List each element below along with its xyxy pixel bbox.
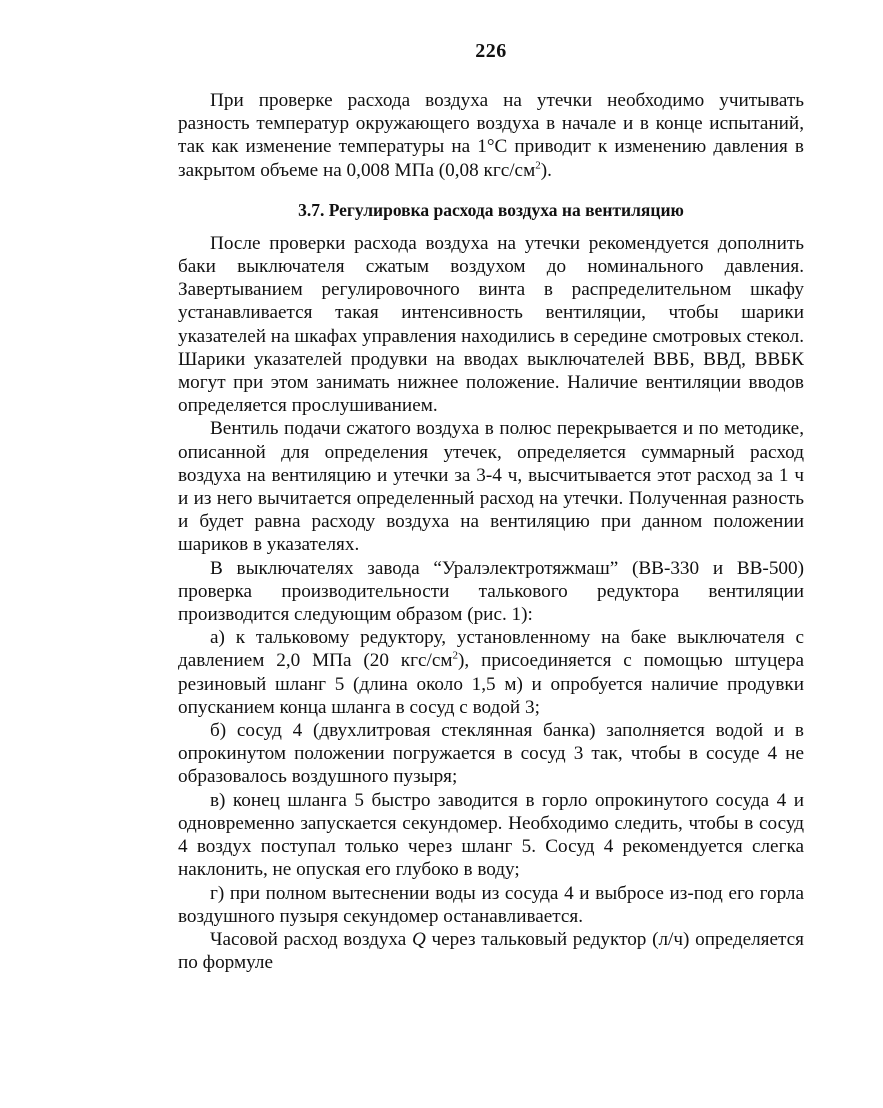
- section-heading: 3.7. Регулировка расхода воздуха на вентиляцию: [298, 199, 684, 220]
- list-item-a-text: а) к тальковому редуктору, установленному на баке выключателя с давлением 2,0 МПа (20 кгс/см: [178, 627, 804, 672]
- list-item-a: [178, 626, 804, 719]
- final-text: Часовой расход воздуха: [210, 928, 412, 950]
- intro-paragraph: [178, 89, 804, 182]
- list-item-v: в) конец шланга 5 быстро заводится в горло опрокинутого сосуда 4 и одновременно запускается секундомер. Необходимо следить, чтобы в сосуд 4 воздух поступал только через шланг 5. Сосуд 4 рекомендуется слегка наклонить, не опуская его глубоко в воду;: [178, 789, 804, 881]
- intro-text-end: ).: [540, 159, 552, 181]
- final-text-end: через тальковый редуктор (л/ч) определяется по формуле: [178, 928, 804, 974]
- paragraph-2: Вентиль подачи сжатого воздуха в полюс перекрывается и по методике, описанной для определения утечек, определяется суммарный расход воздуха на вентиляцию и утечки за 3-4 ч, высчитывается этот расход за 1 ч и из него вычитается определенный расход на утечки. Полученная разность и будет равна расходу воздуха на вентиляцию при данном положении шариков в указателях.: [178, 418, 804, 556]
- final-paragraph: [178, 928, 804, 974]
- list-item-b: б) сосуд 4 (двухлитровая стеклянная банка) заполняется водой и в опрокинутом положении погружается в сосуд 3 так, чтобы в сосуде 4 не образовалось воздушного пузыря;: [178, 720, 804, 788]
- paragraph-1: После проверки расхода воздуха на утечки рекомендуется дополнить баки выключателя сжатым воздухом до номинального давления. Завертыванием регулировочного винта в распределительном шкафу устанавливается такая интенсивность вентиляции, чтобы шарики указателей на шкафах управления находились в середине смотровых стекол. Шарики указателей продувки на вводах выключателей ВВБ, ВВД, ВВБК могут при этом занимать нижнее положение. Наличие вентиляции вводов определяется прослушиванием.: [178, 232, 804, 417]
- formula-variable-q: Q: [411, 928, 426, 950]
- superscript: 2: [535, 159, 541, 172]
- document-page: [178, 40, 804, 974]
- intro-text: При проверке расхода воздуха на утечки необходимо учитывать разность температур окружающего воздуха в начале и в конце испытаний, так как изменение температуры на 1°С приводит к изменению давления в закрытом объеме на 0,008 МПа (0,08 кгс/см: [178, 90, 804, 181]
- paragraph-3: В выключателях завода “Уралэлектротяжмаш” (ВВ-330 и ВВ-500) проверка производительности талькового редуктора вентиляции производится следующим образом (рис. 1):: [178, 557, 804, 626]
- list-item-a-text-end: ), присоединяется с помощью штуцера резиновый шланг 5 (длина около 1,5 м) и опробуется наличие продувки опусканием конца шланга в сосуд с водой 3;: [178, 650, 804, 718]
- page-number: 226: [475, 40, 507, 62]
- list-item-g: г) при полном вытеснении воды из сосуда 4 и выбросе из-под его горла воздушного пузыря секундомер останавливается.: [178, 882, 804, 927]
- superscript: 2: [452, 650, 459, 663]
